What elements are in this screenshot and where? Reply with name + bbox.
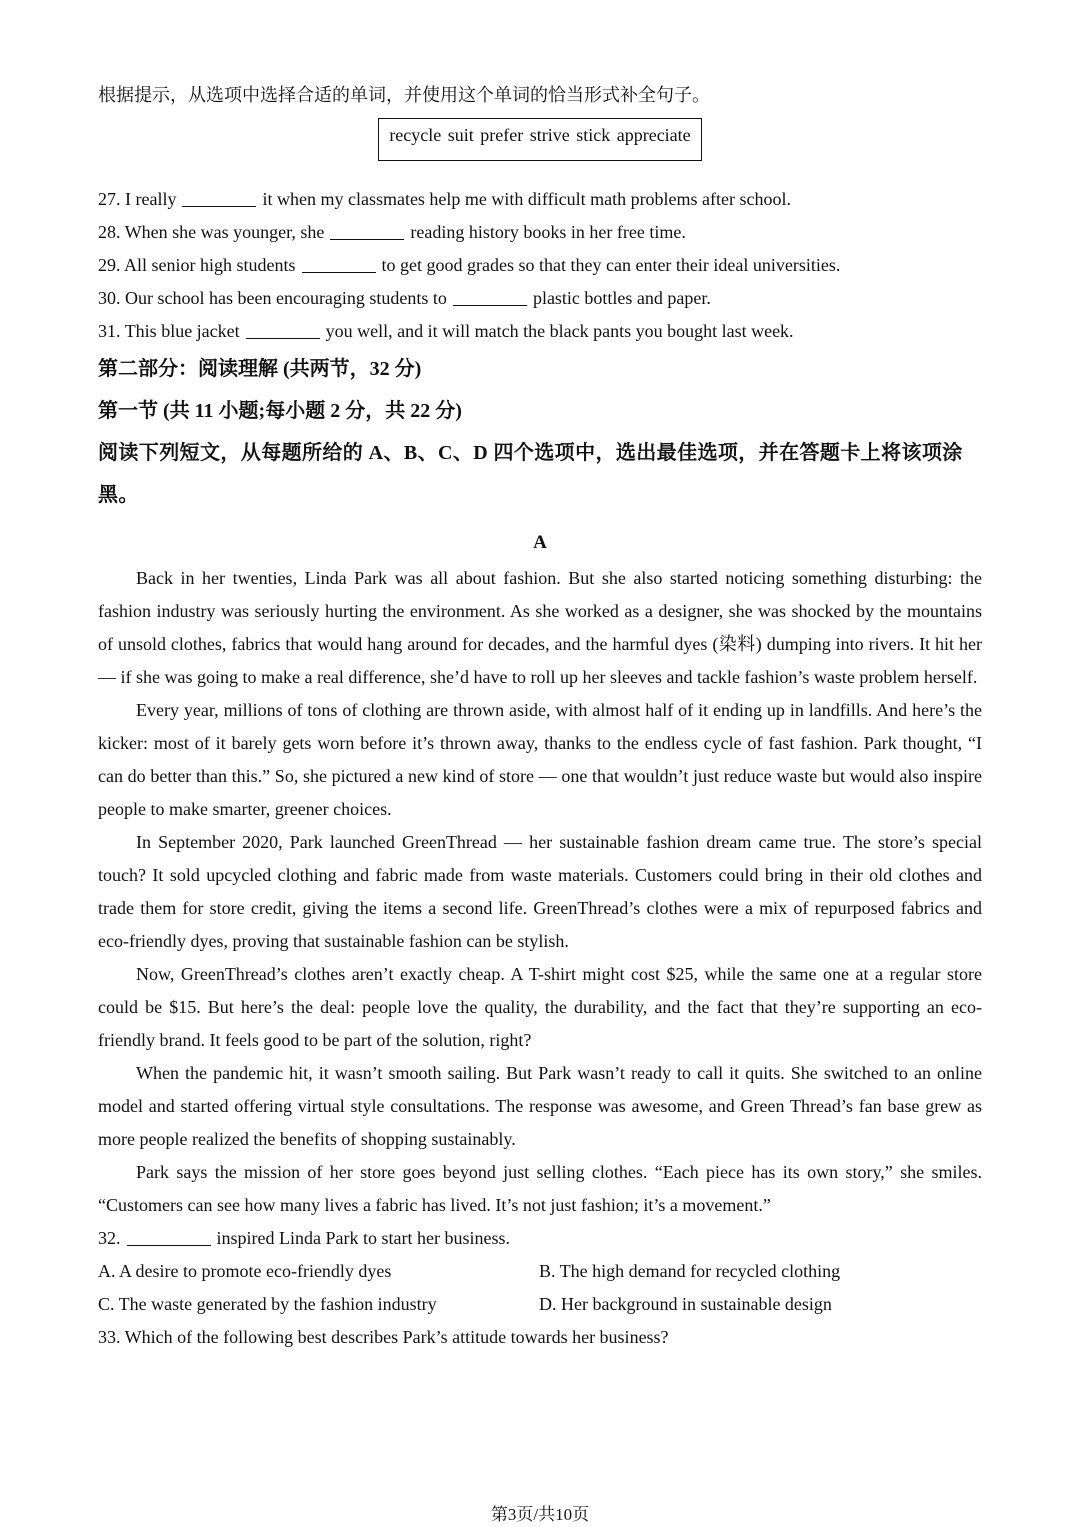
answer-blank: [453, 289, 527, 306]
answer-blank: [246, 322, 320, 339]
question-number: 28.: [98, 222, 121, 242]
option-d[interactable]: D. Her background in sustainable design: [539, 1294, 832, 1314]
option-c[interactable]: C. The waste generated by the fashion industry: [98, 1294, 437, 1314]
passage-body: [98, 562, 982, 1222]
question-text-after: it when my classmates help me with difficult math problems after school.: [262, 189, 792, 209]
answer-blank: [330, 223, 404, 240]
question-32-stem: [98, 1222, 982, 1255]
question-number: 32.: [98, 1228, 121, 1248]
answer-blank: [182, 190, 256, 207]
passage-title: A: [533, 532, 547, 553]
question-32: [98, 1222, 982, 1321]
passage-paragraph: Every year, millions of tons of clothing are thrown aside, with almost half of it ending up in landfills. And here’s the kicker: most of it barely gets worn before it’s thrown away, thanks to the endless cycle of fast fashion. Park thought, “I can do better than this.” So, she pictured a new kind of store — one that wouldn’t just reduce waste but would also inspire people to make smarter, greener choices.: [98, 700, 982, 819]
answer-blank: [302, 256, 376, 273]
question-text-after: plastic bottles and paper.: [532, 288, 711, 308]
question-27: [98, 183, 982, 216]
option-b[interactable]: B. The high demand for recycled clothing: [539, 1261, 841, 1281]
section-one-heading: 第一节 (共 11 小题;每小题 2 分，共 22 分): [98, 400, 462, 422]
question-text-before: Our school has been encouraging students to: [125, 288, 447, 308]
answer-blank: [127, 1229, 211, 1246]
question-text-before: I really: [125, 189, 177, 209]
question-28: [98, 216, 982, 249]
question-stem-text: inspired Linda Park to start her business.: [216, 1228, 510, 1248]
fill-in-questions: [98, 183, 982, 348]
question-text-after: reading history books in her free time.: [410, 222, 686, 242]
question-33: 33. Which of the following best describes Park’s attitude towards her business?: [98, 1327, 669, 1347]
page-number-footer: 第3页/共10页: [490, 1505, 590, 1524]
passage-paragraph: Back in her twenties, Linda Park was all about fashion. But she also started noticing something disturbing: the fashion industry was seriously hurting the environment. As she worked as a designer, she was shocked by the mountains of unsold clothes, fabrics that would hang around for decades, and the harmful dyes (染料) dumping into rivers. It hit her — if she was going to make a real difference, she’d have to roll up her sleeves and tackle fashion’s waste problem herself.: [98, 568, 982, 687]
reading-instruction: 阅读下列短文，从每题所给的 A、B、C、D 四个选项中，选出最佳选项，并在答题卡上将该项涂黑。: [98, 442, 963, 506]
question-29: [98, 249, 982, 282]
question-number: 31.: [98, 321, 121, 341]
answer-options: [98, 1255, 982, 1321]
question-number: 30.: [98, 288, 121, 308]
passage-paragraph: In September 2020, Park launched GreenThread — her sustainable fashion dream came true. The store’s special touch? It sold upcycled clothing and fabric made from waste materials. Customers could bring in their old clothes and trade them for store credit, giving the items a second life. GreenThread’s clothes were a mix of repurposed fabrics and eco-friendly dyes, proving that sustainable fashion can be stylish.: [98, 832, 982, 951]
question-text-after: to get good grades so that they can enter their ideal universities.: [381, 255, 841, 275]
question-text-before: This blue jacket: [124, 321, 240, 341]
option-a[interactable]: A. A desire to promote eco-friendly dyes: [98, 1261, 392, 1281]
question-text-after: you well, and it will match the black pants you bought last week.: [325, 321, 794, 341]
question-30: [98, 282, 982, 315]
part-two-heading: 第二部分：阅读理解 (共两节，32 分): [98, 358, 422, 380]
word-box-container: [98, 118, 982, 161]
question-text-before: When she was younger, she: [124, 222, 325, 242]
passage-paragraph: Now, GreenThread’s clothes aren’t exactly cheap. A T-shirt might cost $25, while the same one at a regular store could be $15. But here’s the deal: people love the quality, the durability, and the fact that they’re supporting an eco-friendly brand. It feels good to be part of the solution, right?: [98, 964, 982, 1050]
question-31: [98, 315, 982, 348]
question-number: 27.: [98, 189, 121, 209]
question-text-before: All senior high students: [124, 255, 296, 275]
passage-paragraph: When the pandemic hit, it wasn’t smooth sailing. But Park wasn’t ready to call it quits. She switched to an online model and started offering virtual style consultations. The response was awesome, and Green Thread’s fan base grew as more people realized the benefits of shopping sustainably.: [98, 1063, 982, 1149]
passage-paragraph: Park says the mission of her store goes beyond just selling clothes. “Each piece has its own story,” she smiles. “Customers can see how many lives a fabric has lived. It’s not just fashion; it’s a movement.”: [98, 1162, 982, 1215]
task-instruction: 根据提示，从选项中选择合适的单词，并使用这个单词的恰当形式补全句子。: [98, 85, 710, 105]
word-box: recycle suit prefer strive stick appreciate: [378, 118, 701, 161]
exam-page: [98, 80, 982, 1354]
question-number: 29.: [98, 255, 121, 275]
